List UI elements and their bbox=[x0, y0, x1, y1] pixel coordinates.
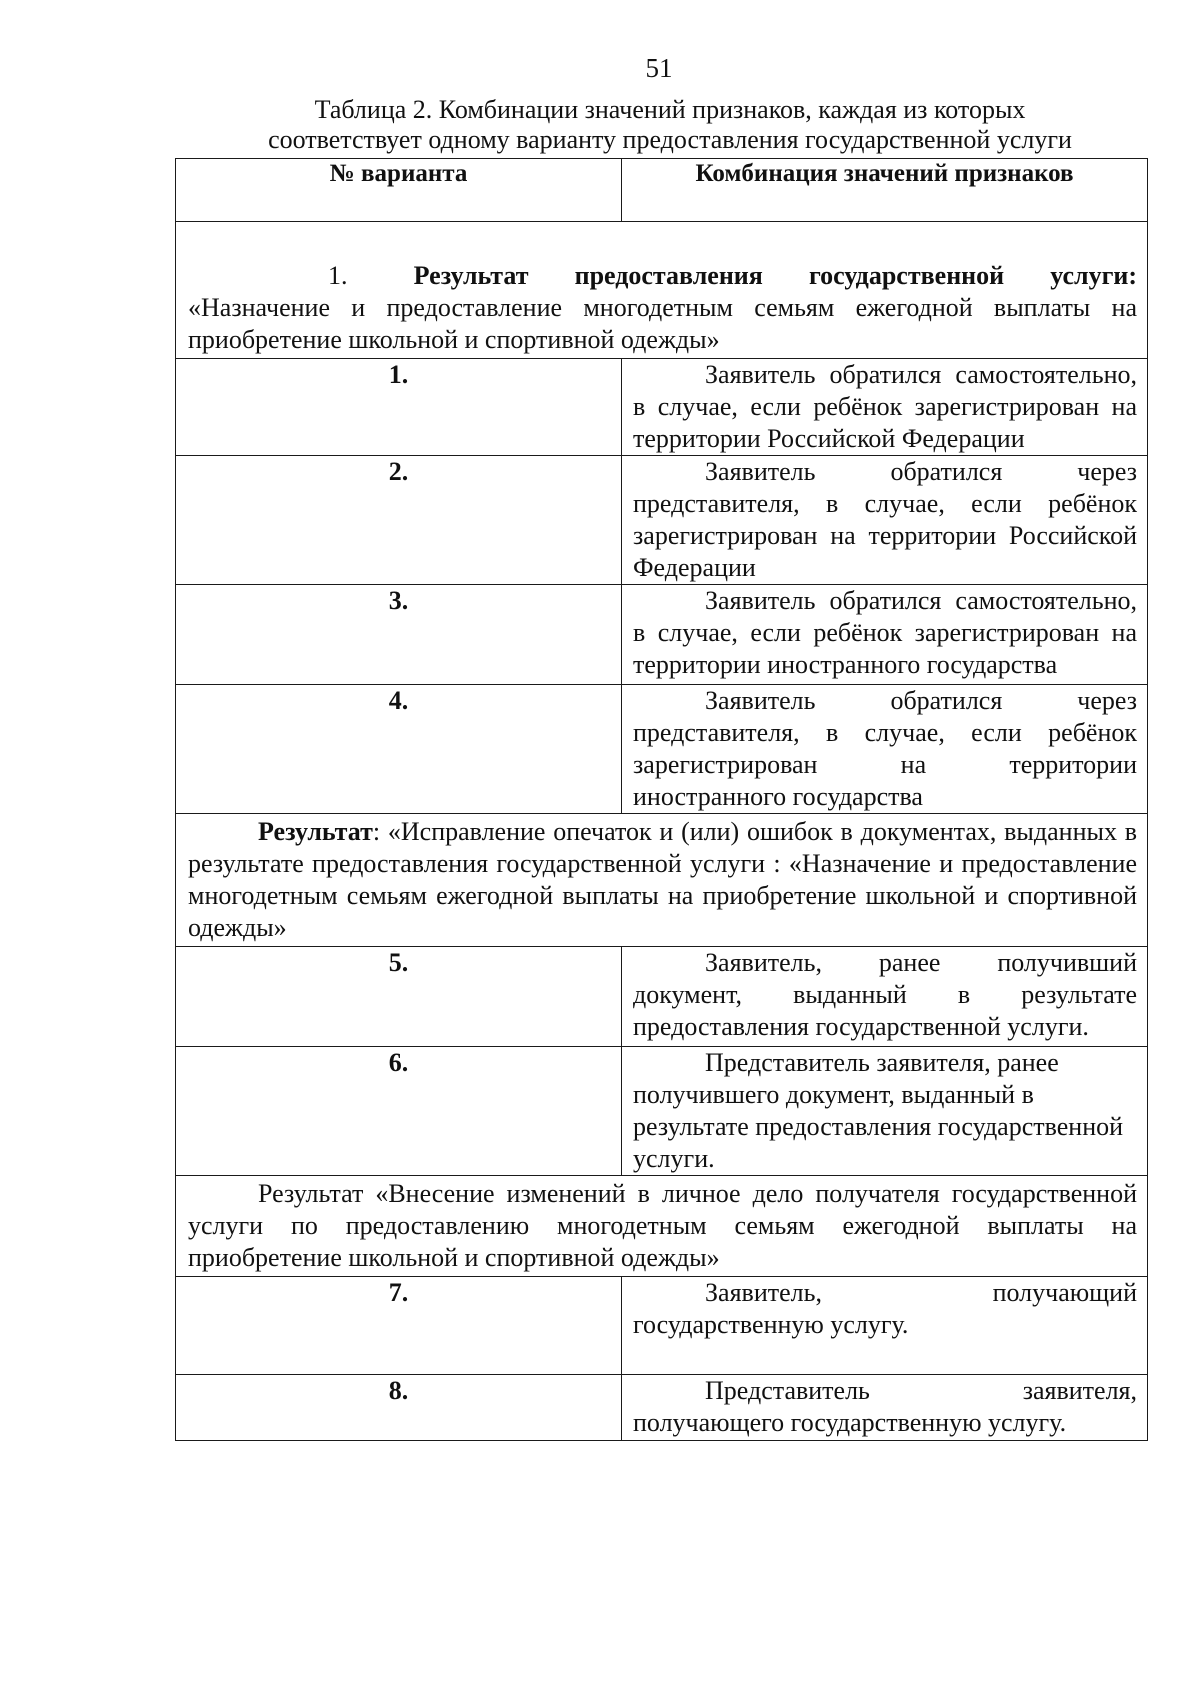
caption-line-2: соответствует одному варианту предоставления государственной услуги bbox=[268, 125, 1072, 154]
table-row bbox=[176, 585, 1148, 685]
table-row bbox=[176, 685, 1148, 814]
table-row bbox=[176, 359, 1148, 456]
variant-number: 1. bbox=[176, 359, 622, 456]
section-title-bold: Результат bbox=[258, 817, 373, 846]
variant-text-content: Заявитель обратился самостоятельно, в случае, если ребёнок зарегистрирован на территории Российской Федерации bbox=[633, 360, 1138, 453]
variant-text bbox=[622, 585, 1148, 685]
variant-number: 4. bbox=[176, 685, 622, 814]
variant-text bbox=[622, 359, 1148, 456]
header-variant-number: № варианта bbox=[176, 159, 622, 222]
section-title-rest: : «Исправление опечаток и (или) ошибок в документах, выданных в результате предоставления государственной услуги : «Назначение и предоставление многодетным семьям ежегодной выплаты на приобретение школьной и спортивной одежды» bbox=[188, 817, 1138, 942]
variant-text-content: Заявитель обратился через представителя, в случае, если ребёнок зарегистрирован на территории иностранного государства bbox=[633, 686, 1138, 811]
section-number: 1. bbox=[328, 261, 348, 290]
section-title-bold: Результат предоставления государственной услуги: bbox=[413, 261, 1138, 290]
table-header-row bbox=[176, 159, 1148, 222]
table-row bbox=[176, 1047, 1148, 1176]
page-number: 51 bbox=[645, 53, 673, 83]
variant-number: 3. bbox=[176, 585, 622, 685]
variant-text-content: Заявитель обратился через представителя, в случае, если ребёнок зарегистрирован на территории Российской Федерации bbox=[633, 457, 1138, 582]
variant-text bbox=[622, 685, 1148, 814]
variant-text-content: Представитель заявителя, ранее получившего документ, выданный в результате предоставления государственной услуги. bbox=[633, 1048, 1124, 1173]
variant-text-content: Заявитель, ранее получивший документ, выданный в результате предоставления государственной услуги. bbox=[633, 948, 1138, 1041]
table-row bbox=[176, 456, 1148, 585]
section-row bbox=[176, 222, 1148, 359]
section-row bbox=[176, 1176, 1148, 1277]
variant-number: 5. bbox=[176, 947, 622, 1047]
section-title bbox=[176, 1176, 1148, 1277]
table-caption bbox=[170, 95, 1170, 155]
table-row bbox=[176, 947, 1148, 1047]
variant-number: 8. bbox=[176, 1375, 622, 1441]
variants-table bbox=[175, 158, 1148, 1441]
section-title-plain: Результат «Внесение изменений в личное дело получателя государственной услуги по предоставлению многодетным семьям ежегодной выплаты на приобретение школьной и спортивной одежды» bbox=[188, 1179, 1138, 1272]
variant-text bbox=[622, 456, 1148, 585]
variant-text-content: Представитель заявителя, получающего государственную услугу. bbox=[633, 1376, 1138, 1437]
caption-line-1: Таблица 2. Комбинации значений признаков, каждая из которых bbox=[314, 95, 1026, 124]
section-title-rest: «Назначение и предоставление многодетным семьям ежегодной выплаты на приобретение школьной и спортивной одежды» bbox=[188, 293, 1138, 354]
variant-number: 2. bbox=[176, 456, 622, 585]
variant-number: 7. bbox=[176, 1277, 622, 1375]
section-title bbox=[176, 814, 1148, 947]
section-title bbox=[176, 222, 1148, 359]
header-combination: Комбинация значений признаков bbox=[622, 159, 1148, 222]
variant-text-content: Заявитель, получающий государственную услугу. bbox=[633, 1278, 1138, 1339]
variant-text bbox=[622, 1375, 1148, 1441]
variant-text bbox=[622, 947, 1148, 1047]
variant-text bbox=[622, 1047, 1148, 1176]
section-row bbox=[176, 814, 1148, 947]
variant-text bbox=[622, 1277, 1148, 1375]
table-row bbox=[176, 1375, 1148, 1441]
table-row bbox=[176, 1277, 1148, 1375]
variant-number: 6. bbox=[176, 1047, 622, 1176]
variant-text-content: Заявитель обратился самостоятельно, в случае, если ребёнок зарегистрирован на территории иностранного государства bbox=[633, 586, 1138, 679]
